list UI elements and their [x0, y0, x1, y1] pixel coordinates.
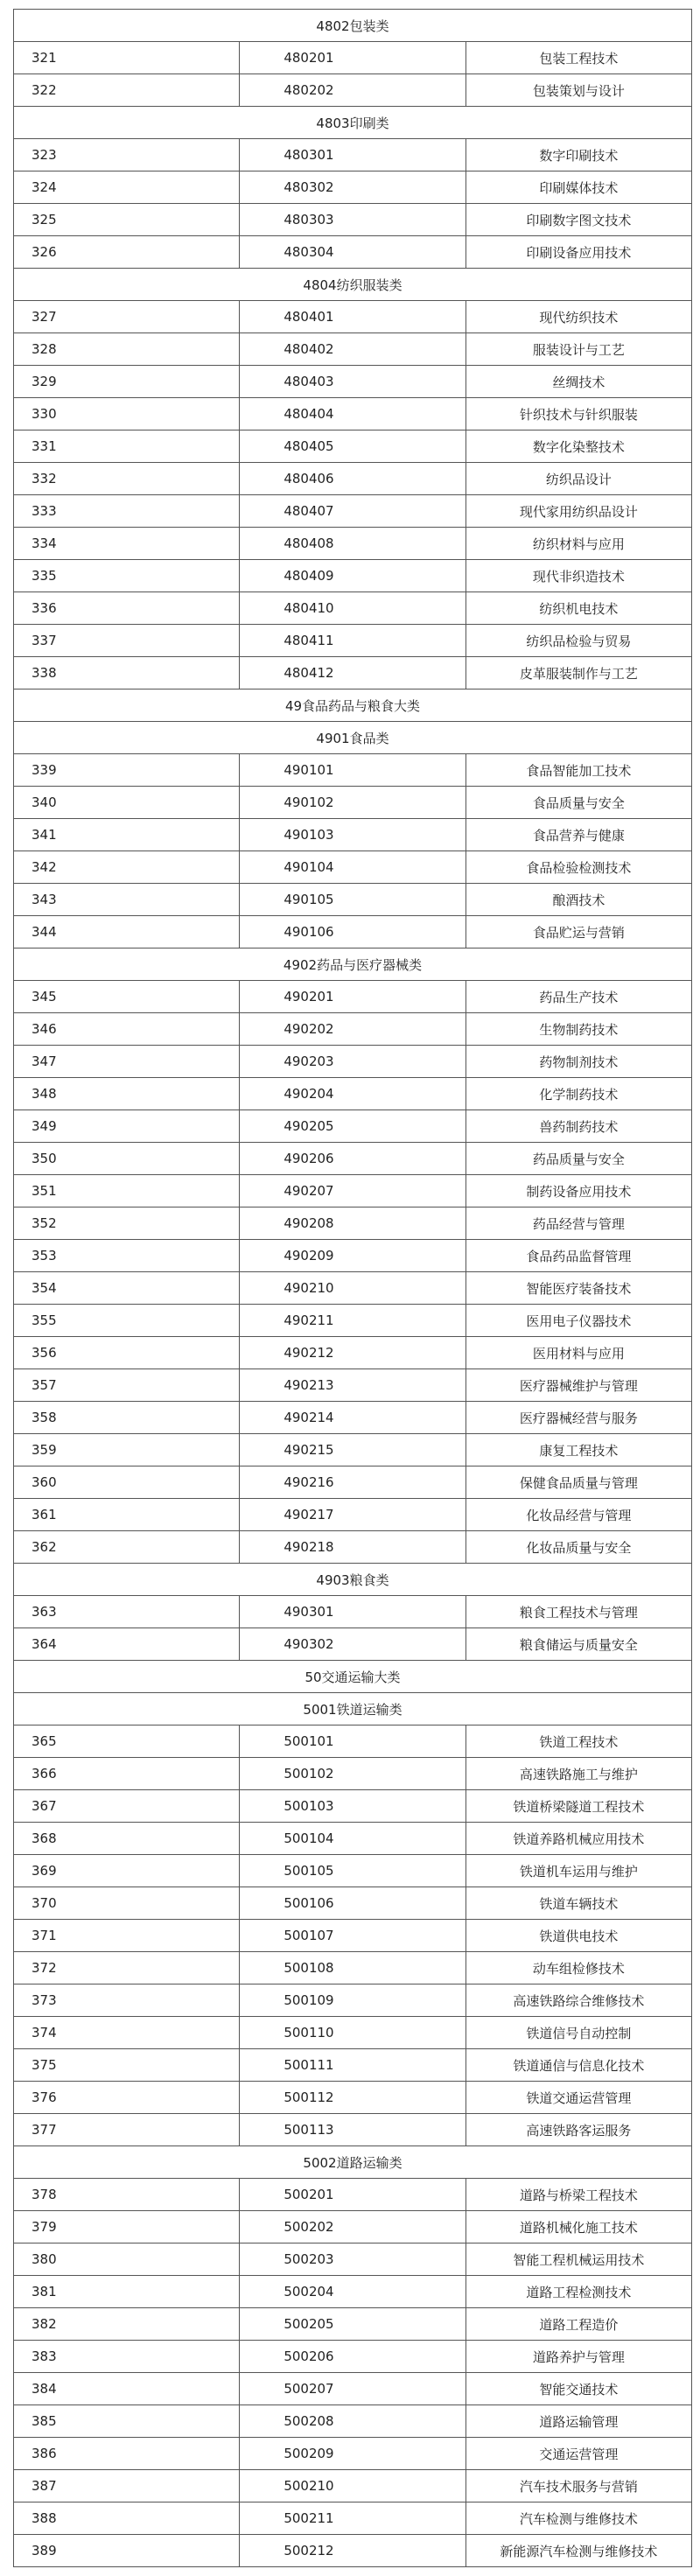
major-name-cell: 高速铁路综合维修技术 [466, 1984, 691, 2017]
major-code-cell: 480406 [240, 463, 466, 495]
major-code-cell: 480202 [240, 74, 466, 107]
table-row [14, 2535, 692, 2567]
table-row [14, 754, 692, 787]
category-header: 5002道路运输类 [14, 2146, 692, 2179]
seq-number-cell: 338 [14, 657, 240, 690]
major-name-cell: 数字印刷技术 [466, 139, 691, 172]
major-name-cell: 现代纺织技术 [466, 301, 691, 333]
seq-number-cell: 337 [14, 625, 240, 657]
major-name-cell: 化学制药技术 [466, 1078, 691, 1110]
major-name-cell: 丝绸技术 [466, 366, 691, 398]
table-row [14, 1855, 692, 1887]
major-name-cell: 医用材料与应用 [466, 1337, 691, 1369]
major-code-cell: 490210 [240, 1272, 466, 1305]
seq-number-cell: 370 [14, 1887, 240, 1920]
seq-number-cell: 347 [14, 1046, 240, 1078]
seq-number-cell: 327 [14, 301, 240, 333]
table-row [14, 884, 692, 916]
seq-number-cell: 363 [14, 1596, 240, 1628]
major-name-cell: 汽车检测与维修技术 [466, 2502, 691, 2535]
seq-number-cell: 367 [14, 1790, 240, 1823]
major-code-cell: 490209 [240, 1240, 466, 1272]
seq-number-cell: 366 [14, 1758, 240, 1790]
table-row [14, 1208, 692, 1240]
table-row [14, 981, 692, 1013]
seq-number-cell: 343 [14, 884, 240, 916]
top-margin [0, 0, 700, 9]
major-name-cell: 铁道工程技术 [466, 1726, 691, 1758]
major-code-cell: 490217 [240, 1499, 466, 1531]
table-row [14, 495, 692, 528]
seq-number-cell: 354 [14, 1272, 240, 1305]
major-name-cell: 粮食储运与质量安全 [466, 1628, 691, 1661]
seq-number-cell: 364 [14, 1628, 240, 1661]
major-code-cell: 500105 [240, 1855, 466, 1887]
major-code-cell: 490216 [240, 1466, 466, 1499]
major-name-cell: 药品经营与管理 [466, 1208, 691, 1240]
seq-number-cell: 355 [14, 1305, 240, 1337]
seq-number-cell: 321 [14, 42, 240, 74]
major-name-cell: 交通运营管理 [466, 2438, 691, 2470]
major-code-cell: 490218 [240, 1531, 466, 1564]
table-row [14, 204, 692, 236]
major-code-cell: 480303 [240, 204, 466, 236]
seq-number-cell: 377 [14, 2114, 240, 2146]
major-code-cell: 500107 [240, 1920, 466, 1952]
major-name-cell: 医疗器械维护与管理 [466, 1369, 691, 1402]
table-row [14, 333, 692, 366]
major-code-cell: 500203 [240, 2244, 466, 2276]
major-code-cell: 490106 [240, 916, 466, 948]
table-row [14, 74, 692, 107]
major-name-cell: 生物制药技术 [466, 1013, 691, 1046]
major-name-cell: 食品质量与安全 [466, 787, 691, 819]
table-row [14, 1434, 692, 1466]
table-row [14, 42, 692, 74]
category-header: 4803印刷类 [14, 107, 692, 139]
seq-number-cell: 352 [14, 1208, 240, 1240]
seq-number-cell: 380 [14, 2244, 240, 2276]
major-code-cell: 480302 [240, 172, 466, 204]
table-row [14, 1110, 692, 1143]
major-code-cell: 500102 [240, 1758, 466, 1790]
seq-number-cell: 381 [14, 2276, 240, 2308]
major-name-cell: 食品药品监督管理 [466, 1240, 691, 1272]
seq-number-cell: 376 [14, 2082, 240, 2114]
major-name-cell: 铁道车辆技术 [466, 1887, 691, 1920]
major-name-cell: 现代家用纺织品设计 [466, 495, 691, 528]
seq-number-cell: 349 [14, 1110, 240, 1143]
major-code-cell: 490208 [240, 1208, 466, 1240]
major-code-cell: 500101 [240, 1726, 466, 1758]
seq-number-cell: 325 [14, 204, 240, 236]
major-code-cell: 480304 [240, 236, 466, 269]
table-row [14, 236, 692, 269]
table-row [14, 2502, 692, 2535]
table-row [14, 1758, 692, 1790]
seq-number-cell: 332 [14, 463, 240, 495]
major-code-cell: 500204 [240, 2276, 466, 2308]
seq-number-cell: 389 [14, 2535, 240, 2567]
category-header-row [14, 690, 692, 722]
major-name-cell: 高速铁路施工与维护 [466, 1758, 691, 1790]
major-code-cell: 480407 [240, 495, 466, 528]
table-row [14, 1628, 692, 1661]
seq-number-cell: 324 [14, 172, 240, 204]
category-header: 5001铁道运输类 [14, 1693, 692, 1726]
major-name-cell: 现代非织造技术 [466, 560, 691, 592]
major-name-cell: 康复工程技术 [466, 1434, 691, 1466]
seq-number-cell: 331 [14, 430, 240, 463]
seq-number-cell: 351 [14, 1175, 240, 1208]
major-name-cell: 智能医疗装备技术 [466, 1272, 691, 1305]
major-code-cell: 480401 [240, 301, 466, 333]
table-row [14, 560, 692, 592]
major-name-cell: 道路工程检测技术 [466, 2276, 691, 2308]
major-name-cell: 药物制剂技术 [466, 1046, 691, 1078]
major-code-cell: 490214 [240, 1402, 466, 1434]
seq-number-cell: 322 [14, 74, 240, 107]
seq-number-cell: 345 [14, 981, 240, 1013]
major-code-cell: 480301 [240, 139, 466, 172]
major-code-cell: 480404 [240, 398, 466, 430]
seq-number-cell: 358 [14, 1402, 240, 1434]
seq-number-cell: 359 [14, 1434, 240, 1466]
table-row [14, 625, 692, 657]
seq-number-cell: 382 [14, 2308, 240, 2341]
table-row [14, 2470, 692, 2502]
seq-number-cell: 379 [14, 2211, 240, 2244]
major-code-cell: 500208 [240, 2405, 466, 2438]
major-code-cell: 500112 [240, 2082, 466, 2114]
table-row [14, 2405, 692, 2438]
major-code-cell: 500205 [240, 2308, 466, 2341]
major-name-cell: 服装设计与工艺 [466, 333, 691, 366]
major-code-cell: 500109 [240, 1984, 466, 2017]
major-name-cell: 食品检验检测技术 [466, 851, 691, 884]
major-code-cell: 490103 [240, 819, 466, 851]
table-row [14, 1337, 692, 1369]
table-row [14, 1305, 692, 1337]
major-code-cell: 490207 [240, 1175, 466, 1208]
table-row [14, 2211, 692, 2244]
major-name-cell: 铁道桥梁隧道工程技术 [466, 1790, 691, 1823]
category-header-row [14, 1693, 692, 1726]
major-name-cell: 包装工程技术 [466, 42, 691, 74]
table-row [14, 1402, 692, 1434]
major-catalog-table [13, 9, 692, 2567]
major-name-cell: 兽药制药技术 [466, 1110, 691, 1143]
seq-number-cell: 365 [14, 1726, 240, 1758]
table-row [14, 2114, 692, 2146]
table-body [14, 10, 692, 2567]
major-code-cell: 500106 [240, 1887, 466, 1920]
seq-number-cell: 333 [14, 495, 240, 528]
seq-number-cell: 341 [14, 819, 240, 851]
major-code-cell: 480408 [240, 528, 466, 560]
major-code-cell: 490301 [240, 1596, 466, 1628]
major-code-cell: 500201 [240, 2179, 466, 2211]
table-row [14, 2017, 692, 2049]
major-code-cell: 490302 [240, 1628, 466, 1661]
major-code-cell: 490105 [240, 884, 466, 916]
major-code-cell: 490104 [240, 851, 466, 884]
major-name-cell: 道路机械化施工技术 [466, 2211, 691, 2244]
table-row [14, 1596, 692, 1628]
seq-number-cell: 368 [14, 1823, 240, 1855]
major-code-cell: 490205 [240, 1110, 466, 1143]
seq-number-cell: 329 [14, 366, 240, 398]
table-row [14, 139, 692, 172]
major-name-cell: 粮食工程技术与管理 [466, 1596, 691, 1628]
major-code-cell: 500206 [240, 2341, 466, 2373]
seq-number-cell: 340 [14, 787, 240, 819]
major-code-cell: 480403 [240, 366, 466, 398]
major-name-cell: 铁道养路机械应用技术 [466, 1823, 691, 1855]
seq-number-cell: 335 [14, 560, 240, 592]
table-row [14, 1499, 692, 1531]
seq-number-cell: 387 [14, 2470, 240, 2502]
major-code-cell: 500210 [240, 2470, 466, 2502]
table-row [14, 2244, 692, 2276]
seq-number-cell: 369 [14, 1855, 240, 1887]
major-code-cell: 490203 [240, 1046, 466, 1078]
table-row [14, 1175, 692, 1208]
seq-number-cell: 350 [14, 1143, 240, 1175]
major-name-cell: 动车组检修技术 [466, 1952, 691, 1984]
seq-number-cell: 373 [14, 1984, 240, 2017]
seq-number-cell: 388 [14, 2502, 240, 2535]
seq-number-cell: 323 [14, 139, 240, 172]
seq-number-cell: 339 [14, 754, 240, 787]
major-code-cell: 490202 [240, 1013, 466, 1046]
major-name-cell: 食品智能加工技术 [466, 754, 691, 787]
major-code-cell: 480201 [240, 42, 466, 74]
seq-number-cell: 353 [14, 1240, 240, 1272]
category-header: 4902药品与医疗器械类 [14, 948, 692, 981]
table-row [14, 2082, 692, 2114]
major-name-cell: 数字化染整技术 [466, 430, 691, 463]
table-row [14, 1531, 692, 1564]
table-row [14, 1078, 692, 1110]
major-name-cell: 纺织机电技术 [466, 592, 691, 625]
major-name-cell: 化妆品质量与安全 [466, 1531, 691, 1564]
seq-number-cell: 378 [14, 2179, 240, 2211]
major-code-cell: 490212 [240, 1337, 466, 1369]
major-name-cell: 高速铁路客运服务 [466, 2114, 691, 2146]
table-row [14, 172, 692, 204]
major-name-cell: 纺织品设计 [466, 463, 691, 495]
seq-number-cell: 356 [14, 1337, 240, 1369]
table-row [14, 1952, 692, 1984]
major-name-cell: 印刷数字图文技术 [466, 204, 691, 236]
table-row [14, 1726, 692, 1758]
seq-number-cell: 372 [14, 1952, 240, 1984]
category-header-row [14, 948, 692, 981]
seq-number-cell: 326 [14, 236, 240, 269]
major-code-cell: 480412 [240, 657, 466, 690]
major-code-cell: 490101 [240, 754, 466, 787]
major-code-cell: 480405 [240, 430, 466, 463]
major-code-cell: 500209 [240, 2438, 466, 2470]
seq-number-cell: 328 [14, 333, 240, 366]
table-row [14, 398, 692, 430]
seq-number-cell: 344 [14, 916, 240, 948]
table-row [14, 819, 692, 851]
table-row [14, 787, 692, 819]
table-row [14, 1790, 692, 1823]
category-header-row [14, 107, 692, 139]
category-header-row [14, 1661, 692, 1693]
major-name-cell: 铁道信号自动控制 [466, 2017, 691, 2049]
major-name-cell: 化妆品经营与管理 [466, 1499, 691, 1531]
table-row [14, 1046, 692, 1078]
major-name-cell: 新能源汽车检测与维修技术 [466, 2535, 691, 2567]
category-header-row [14, 2146, 692, 2179]
table-row [14, 2276, 692, 2308]
category-header: 4903粮食类 [14, 1564, 692, 1596]
table-row [14, 1013, 692, 1046]
major-name-cell: 食品贮运与营销 [466, 916, 691, 948]
table-row [14, 430, 692, 463]
category-header: 50交通运输大类 [14, 1661, 692, 1693]
seq-number-cell: 360 [14, 1466, 240, 1499]
table-row [14, 301, 692, 333]
major-name-cell: 铁道机车运用与维护 [466, 1855, 691, 1887]
seq-number-cell: 375 [14, 2049, 240, 2082]
major-name-cell: 纺织材料与应用 [466, 528, 691, 560]
major-name-cell: 铁道供电技术 [466, 1920, 691, 1952]
seq-number-cell: 383 [14, 2341, 240, 2373]
table-row [14, 1369, 692, 1402]
major-code-cell: 500110 [240, 2017, 466, 2049]
major-code-cell: 480410 [240, 592, 466, 625]
table-row [14, 2341, 692, 2373]
category-header: 4802包装类 [14, 10, 692, 42]
category-header-row [14, 269, 692, 301]
major-name-cell: 医用电子仪器技术 [466, 1305, 691, 1337]
seq-number-cell: 330 [14, 398, 240, 430]
major-name-cell: 皮革服装制作与工艺 [466, 657, 691, 690]
major-code-cell: 490102 [240, 787, 466, 819]
table-row [14, 1143, 692, 1175]
major-code-cell: 500211 [240, 2502, 466, 2535]
seq-number-cell: 357 [14, 1369, 240, 1402]
major-code-cell: 480409 [240, 560, 466, 592]
table-row [14, 2049, 692, 2082]
table-row [14, 851, 692, 884]
major-code-cell: 490204 [240, 1078, 466, 1110]
table-row [14, 2179, 692, 2211]
category-header-row [14, 10, 692, 42]
major-name-cell: 智能交通技术 [466, 2373, 691, 2405]
major-name-cell: 铁道通信与信息化技术 [466, 2049, 691, 2082]
major-code-cell: 500104 [240, 1823, 466, 1855]
major-name-cell: 道路工程造价 [466, 2308, 691, 2341]
major-name-cell: 制药设备应用技术 [466, 1175, 691, 1208]
table-row [14, 463, 692, 495]
major-code-cell: 490211 [240, 1305, 466, 1337]
major-code-cell: 490215 [240, 1434, 466, 1466]
major-name-cell: 酿酒技术 [466, 884, 691, 916]
major-name-cell: 印刷设备应用技术 [466, 236, 691, 269]
table-row [14, 592, 692, 625]
table-row [14, 1466, 692, 1499]
table-row [14, 2373, 692, 2405]
seq-number-cell: 384 [14, 2373, 240, 2405]
major-code-cell: 500207 [240, 2373, 466, 2405]
major-code-cell: 500103 [240, 1790, 466, 1823]
major-name-cell: 针织技术与针织服装 [466, 398, 691, 430]
seq-number-cell: 348 [14, 1078, 240, 1110]
seq-number-cell: 336 [14, 592, 240, 625]
major-name-cell: 铁道交通运营管理 [466, 2082, 691, 2114]
major-name-cell: 道路与桥梁工程技术 [466, 2179, 691, 2211]
seq-number-cell: 371 [14, 1920, 240, 1952]
table-row [14, 916, 692, 948]
table-row [14, 366, 692, 398]
seq-number-cell: 374 [14, 2017, 240, 2049]
major-name-cell: 食品营养与健康 [466, 819, 691, 851]
major-name-cell: 包装策划与设计 [466, 74, 691, 107]
table-row [14, 2438, 692, 2470]
category-header: 49食品药品与粮食大类 [14, 690, 692, 722]
major-code-cell: 490201 [240, 981, 466, 1013]
major-name-cell: 医疗器械经营与服务 [466, 1402, 691, 1434]
table-row [14, 657, 692, 690]
major-name-cell: 汽车技术服务与营销 [466, 2470, 691, 2502]
major-code-cell: 500113 [240, 2114, 466, 2146]
major-name-cell: 药品生产技术 [466, 981, 691, 1013]
major-name-cell: 智能工程机械运用技术 [466, 2244, 691, 2276]
seq-number-cell: 361 [14, 1499, 240, 1531]
major-name-cell: 道路养护与管理 [466, 2341, 691, 2373]
seq-number-cell: 385 [14, 2405, 240, 2438]
table-row [14, 1272, 692, 1305]
major-name-cell: 药品质量与安全 [466, 1143, 691, 1175]
table-row [14, 1240, 692, 1272]
category-header-row [14, 1564, 692, 1596]
major-code-cell: 480402 [240, 333, 466, 366]
major-code-cell: 500212 [240, 2535, 466, 2567]
table-row [14, 1823, 692, 1855]
seq-number-cell: 334 [14, 528, 240, 560]
category-header: 4901食品类 [14, 722, 692, 754]
major-code-cell: 480411 [240, 625, 466, 657]
category-header: 4804纺织服装类 [14, 269, 692, 301]
major-code-cell: 500202 [240, 2211, 466, 2244]
major-name-cell: 保健食品质量与管理 [466, 1466, 691, 1499]
seq-number-cell: 386 [14, 2438, 240, 2470]
major-name-cell: 印刷媒体技术 [466, 172, 691, 204]
table-row [14, 528, 692, 560]
major-code-cell: 500111 [240, 2049, 466, 2082]
seq-number-cell: 346 [14, 1013, 240, 1046]
major-name-cell: 纺织品检验与贸易 [466, 625, 691, 657]
table-row [14, 1984, 692, 2017]
table-row [14, 1920, 692, 1952]
table-row [14, 2308, 692, 2341]
major-code-cell: 500108 [240, 1952, 466, 1984]
major-name-cell: 道路运输管理 [466, 2405, 691, 2438]
major-code-cell: 490206 [240, 1143, 466, 1175]
seq-number-cell: 362 [14, 1531, 240, 1564]
table-row [14, 1887, 692, 1920]
major-code-cell: 490213 [240, 1369, 466, 1402]
category-header-row [14, 722, 692, 754]
seq-number-cell: 342 [14, 851, 240, 884]
